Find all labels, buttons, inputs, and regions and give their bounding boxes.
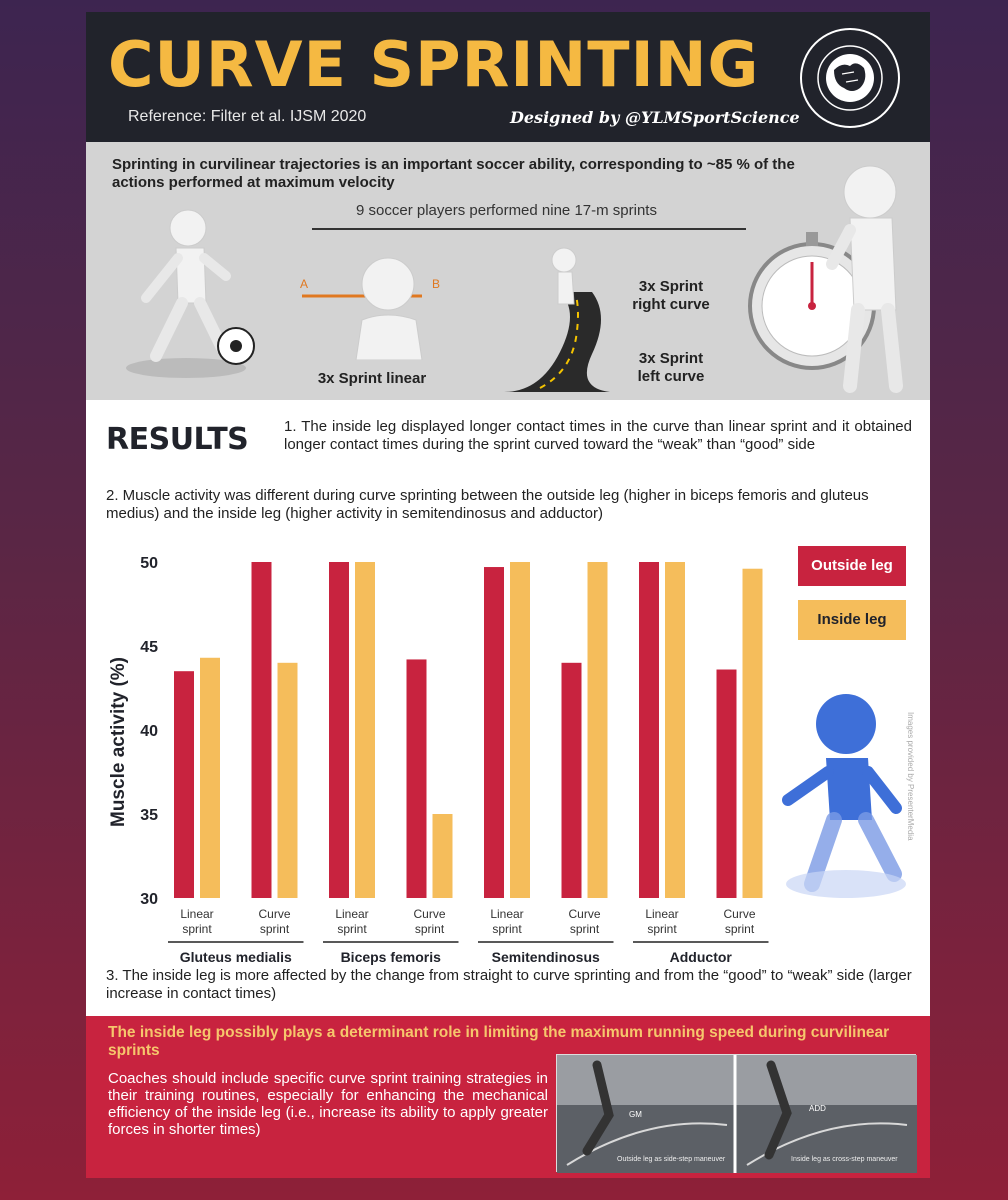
y-tick-label: 30	[140, 891, 158, 908]
sprint-right-line1: 3x Sprint	[638, 278, 704, 295]
protocol-text: 9 soccer players performed nine 17-m sprints	[356, 202, 657, 219]
bar-outside-leg	[562, 663, 582, 898]
coaches-recommendation: Coaches should include specific curve sprint training strategies in their training routines, especially for enhancing the mechanical efficiency of the inside leg (i.e., increase its ability to apply greater forces in shorter times)	[108, 1070, 548, 1138]
x-tick-label: sprint	[724, 922, 755, 936]
bar-inside-leg	[665, 562, 685, 898]
x-tick-label: sprint	[647, 922, 677, 936]
x-tick-label: sprint	[569, 922, 600, 936]
bar-outside-leg	[252, 562, 272, 898]
intro-section	[86, 142, 930, 400]
bar-inside-leg	[510, 562, 530, 898]
curve-road-icon	[500, 242, 630, 392]
bar-outside-leg	[329, 562, 349, 898]
bar-inside-leg	[200, 658, 220, 898]
sprint-right-line2: right curve	[632, 296, 710, 313]
group-label: Gluteus medialis	[179, 949, 292, 965]
intro-text: Sprinting in curvilinear trajectories is an important soccer ability, corresponding to ~85 % of the actions performed at maximum velocity	[112, 156, 795, 191]
photo-left-caption: Outside leg as side-step maneuver	[617, 1156, 726, 1163]
page-title: CURVE SPRINTING	[108, 28, 760, 101]
bar-outside-leg	[407, 659, 427, 898]
x-tick-label: Curve	[413, 907, 446, 921]
football-science-institute-logo	[798, 26, 902, 130]
bar-inside-leg	[278, 663, 298, 898]
y-axis-label: Muscle activity (%)	[108, 657, 129, 827]
finding-1: 1. The inside leg displayed longer contact times in the curve than linear sprint and it obtained longer contact times during the sprint curved toward the “weak” than “good” side	[284, 418, 912, 453]
bar-inside-leg	[743, 569, 763, 898]
bar-inside-leg	[433, 814, 453, 898]
group-label: Semitendinosus	[491, 949, 600, 965]
sprint-left-label	[616, 350, 726, 386]
sprint-photo	[556, 1054, 916, 1172]
bar-inside-leg	[355, 562, 375, 898]
x-tick-label: sprint	[182, 922, 212, 936]
reference: Reference: Filter et al. IJSM 2020	[128, 108, 367, 125]
stopwatch-figure-icon	[746, 160, 926, 396]
photo-left-label: GM	[629, 1110, 642, 1119]
conclusion-headline: The inside leg possibly plays a determinant role in limiting the maximum running speed during curvilinear sprints	[108, 1024, 890, 1059]
linear-sprint-figure-icon	[292, 250, 462, 360]
photo-right-caption: Inside leg as cross-step maneuver	[791, 1156, 898, 1163]
x-tick-label: Linear	[490, 907, 524, 921]
bar-inside-leg	[588, 562, 608, 898]
x-tick-label: sprint	[414, 922, 445, 936]
x-tick-label: Curve	[568, 907, 601, 921]
photo-right-label: ADD	[809, 1104, 826, 1113]
bar-outside-leg	[484, 567, 504, 898]
finding-3: 3. The inside leg is more affected by the change from straight to curve sprinting and from the “good” to “weak” side (larger increase in contact times)	[106, 967, 912, 1002]
bar-outside-leg	[174, 671, 194, 898]
sprint-linear-label: 3x Sprint linear	[317, 370, 427, 387]
kicking-figure-icon	[116, 208, 266, 388]
x-tick-label: Linear	[335, 907, 369, 921]
point-a-label: A	[300, 277, 309, 291]
x-tick-label: sprint	[337, 922, 367, 936]
x-tick-label: sprint	[492, 922, 522, 936]
y-tick-label: 45	[140, 639, 158, 656]
x-tick-label: sprint	[259, 922, 290, 936]
legend-inside-leg: Inside leg	[798, 600, 906, 640]
legend-outside-leg: Outside leg	[798, 546, 906, 586]
sprint-left-line1: 3x Sprint	[638, 350, 704, 367]
designed-by: Designed by @YLMSportScience	[510, 108, 800, 127]
point-b-label: B	[432, 277, 441, 291]
sprint-photo-illustration	[557, 1055, 917, 1173]
running-figure-icon	[776, 688, 916, 902]
x-tick-label: Curve	[723, 907, 756, 921]
x-tick-label: Curve	[258, 907, 291, 921]
x-tick-label: Linear	[645, 907, 679, 921]
finding-2: 2. Muscle activity was different during curve sprinting between the outside leg (higher in biceps femoris and gluteus medius) and the inside leg (higher activity in semitendinosus and adductor)	[106, 487, 869, 522]
image-credit: Images provided by PresenterMedia	[906, 712, 915, 841]
y-tick-label: 35	[140, 807, 158, 824]
divider	[312, 228, 746, 230]
sprint-right-label	[616, 278, 726, 314]
y-tick-label: 40	[140, 723, 158, 740]
header	[86, 12, 930, 142]
group-label: Adductor	[669, 949, 732, 965]
bar-outside-leg	[639, 562, 659, 898]
sprint-left-line2: left curve	[637, 368, 705, 385]
infographic-card	[86, 12, 930, 1178]
x-tick-label: Linear	[180, 907, 214, 921]
results-title: RESULTS	[106, 422, 249, 457]
y-tick-label: 50	[140, 555, 158, 572]
group-label: Biceps femoris	[340, 949, 441, 965]
bar-outside-leg	[717, 670, 737, 898]
